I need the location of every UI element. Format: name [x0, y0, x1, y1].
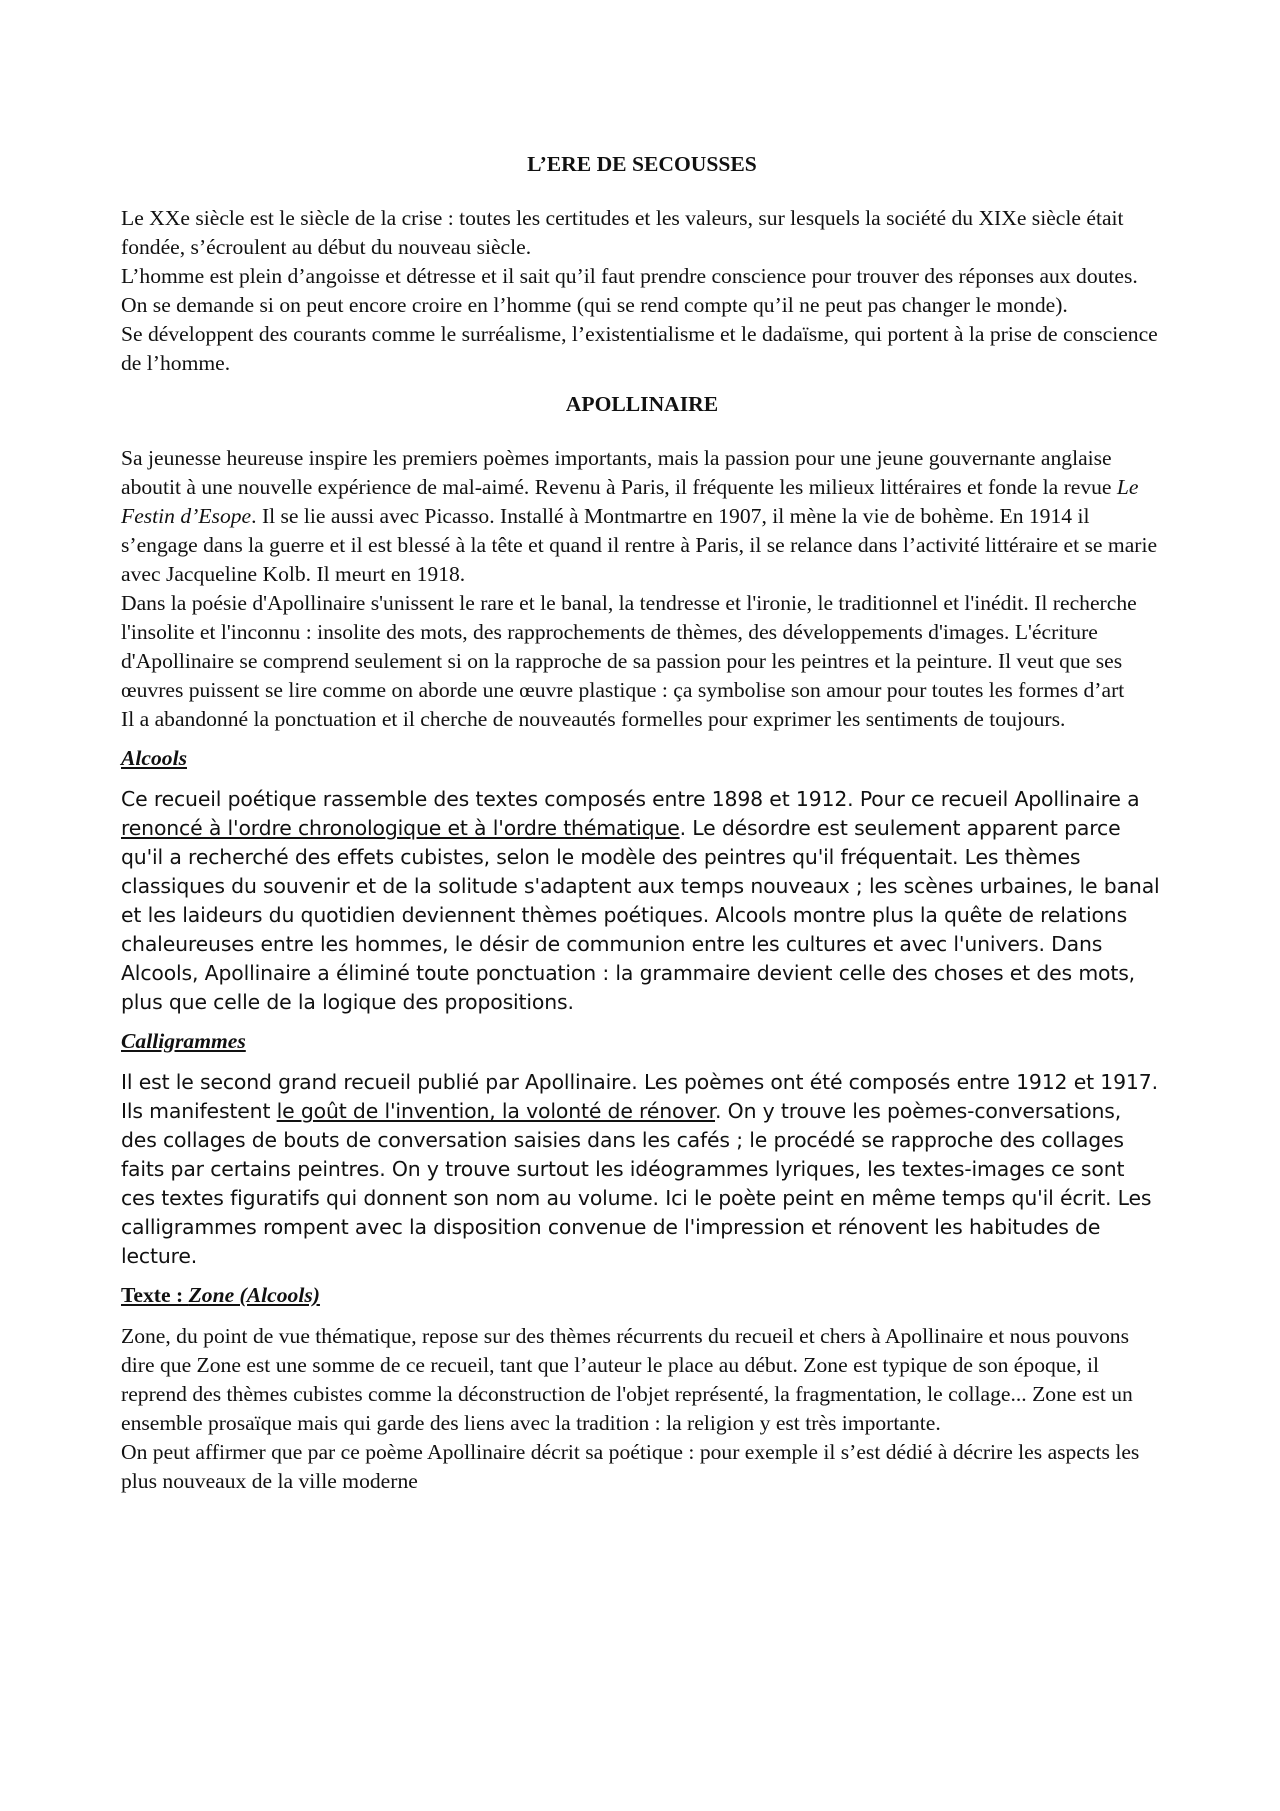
alcools-underlined: renoncé à l'ordre chronologique et à l'ordre thématique: [121, 816, 680, 840]
intro-paragraph-1: Le XXe siècle est le siècle de la crise : toutes les certitudes et les valeurs, sur lesquels la société du XIXe siècle était fondée, s’écroulent au début du nouveau siècle.: [121, 206, 1124, 259]
intro-paragraph-2: L’homme est plein d’angoisse et détresse et il sait qu’il faut prendre conscience pour trouver des réponses aux doutes.: [121, 264, 1138, 288]
heading-alcools: Alcools: [121, 746, 187, 770]
intro-paragraph-3: On se demande si on peut encore croire en l’homme (qui se rend compte qu’il ne peut pas changer le monde).: [121, 293, 1068, 317]
section-title-ere: L’ERE DE SECOUSSES: [527, 152, 757, 176]
heading-zone-title: Zone (Alcools): [188, 1283, 320, 1307]
bio-text-b: . Il se lie aussi avec Picasso. Installé à Montmartre en 1907, il mène la vie de bohème. En 1914 il s’engage dans la guerre et il est blessé à la tête et quand il rentre à Paris, il se relance dans l’activité littéraire et se marie avec Jacqueline Kolb. Il meurt en 1918.: [121, 504, 1158, 586]
calligrammes-text-b: . On y trouve les poèmes-conversations, des collages de bouts de conversation saisies dans les cafés ; le procédé se rapproche des collages faits par certains peintres. On y trouve surtout les idéogrammes lyriques, les textes-images ce sont ces textes figuratifs qui donnent son nom au volume. Ici le poète peint en même temps qu'il écrit. Les calligrammes rompent avec la disposition convenue de l'impression et rénovent les habitudes de lecture.: [121, 1099, 1152, 1268]
heading-zone-label: Texte :: [121, 1283, 189, 1307]
bio-paragraph: [121, 444, 1163, 589]
bio-text-a: Sa jeunesse heureuse inspire les premiers poèmes importants, mais la passion pour une jeune gouvernante anglaise aboutit à une nouvelle expérience de mal-aimé. Revenu à Paris, il fréquente les milieux littéraires et fonde la revue: [121, 446, 1117, 499]
zone-paragraph-2: On peut affirmer que par ce poème Apollinaire décrit sa poétique : pour exemple il s’est dédié à décrire les aspects les plus nouveaux de la ville moderne: [121, 1440, 1140, 1493]
alcools-text-a: Ce recueil poétique rassemble des textes composés entre 1898 et 1912. Pour ce recueil Apollinaire a: [121, 787, 1140, 811]
alcools-text-b: . Le désordre est seulement apparent parce qu'il a recherché des effets cubistes, selon le modèle des peintres qu'il fréquentait. Les thèmes classiques du souvenir et de la solitude s'adaptent aux temps nouveaux ; les scènes urbaines, le banal et les laideurs du quotidien deviennent thèmes poétiques. Alcools montre plus la quête de relations chaleureuses entre les hommes, le désir de communion entre les cultures et avec l'univers. Dans Alcools, Apollinaire a éliminé toute ponctuation : la grammaire devient celle des choses et des mots, plus que celle de la logique des propositions.: [121, 816, 1160, 1014]
section-title-apollinaire: APOLLINAIRE: [565, 392, 719, 416]
calligrammes-text-a: Il est le second grand recueil publié par Apollinaire. Les poèmes ont été composés entre 1912 et 1917. Ils manifestent: [121, 1070, 1158, 1123]
intro-paragraph-4: Se développent des courants comme le surréalisme, l’existentialisme et le dadaïsme, qui portent à la prise de conscience de l’homme.: [121, 322, 1158, 375]
calligrammes-paragraph: [121, 1068, 1163, 1271]
zone-paragraph-1: Zone, du point de vue thématique, repose sur des thèmes récurrents du recueil et chers à Apollinaire et nous pouvons dire que Zone est une somme de ce recueil, tant que l’auteur le place au début. Zone est typique de son époque, il reprend des thèmes cubistes comme la déconstruction de l'objet représenté, la fragmentation, le collage... Zone est un ensemble prosaïque mais qui garde des liens avec la tradition : la religion y est très importante.: [121, 1324, 1133, 1435]
calligrammes-underlined: le goût de l'invention, la volonté de rénover: [276, 1099, 716, 1123]
poetics-paragraph: Dans la poésie d'Apollinaire s'unissent le rare et le banal, la tendresse et l'ironie, le traditionnel et l'inédit. Il recherche l'insolite et l'inconnu : insolite des mots, des rapprochements de thèmes, des développements d'images. L'écriture d'Apollinaire se comprend seulement si on la rapproche de sa passion pour les peintres et la peinture. Il veut que ses œuvres puissent se lire comme on aborde une œuvre plastique : ça symbolise son amour pour toutes les formes d’art: [121, 591, 1137, 702]
alcools-paragraph: [121, 785, 1163, 1017]
punctuation-paragraph: Il a abandonné la ponctuation et il cherche de nouveautés formelles pour exprimer les sentiments de toujours.: [121, 707, 1066, 731]
heading-zone: [121, 1281, 1163, 1310]
journal-title: Le Festin d’Esope: [121, 475, 1139, 528]
heading-calligrammes: Calligrammes: [121, 1029, 246, 1053]
document-body: [121, 150, 1163, 1496]
